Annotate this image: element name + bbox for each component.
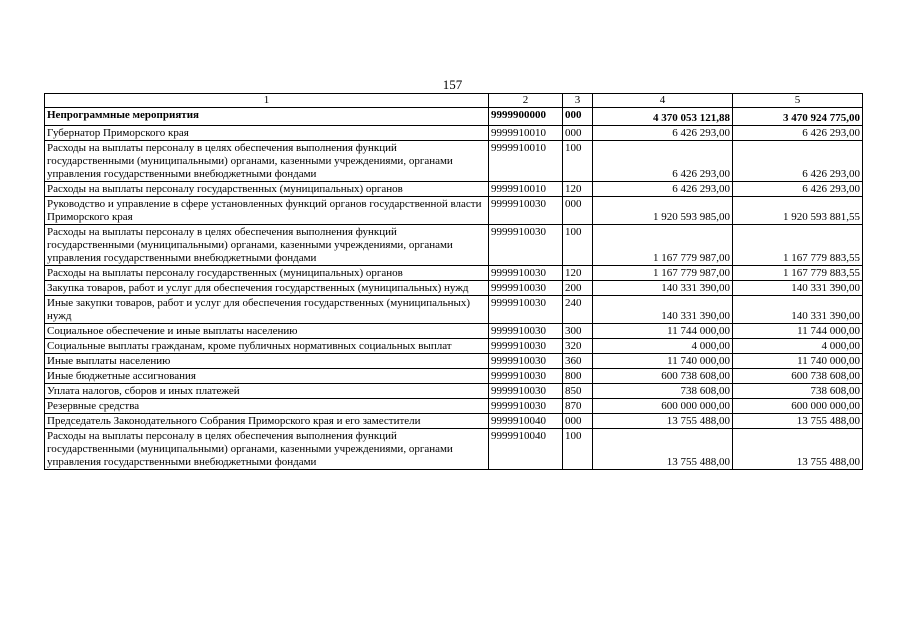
- target-code-cell: 9999910040: [489, 414, 563, 429]
- expense-type-cell: 120: [563, 182, 593, 197]
- expense-type-cell: 320: [563, 339, 593, 354]
- amount-col4-cell: 600 000 000,00: [593, 399, 733, 414]
- expense-name-cell: Непрограммные мероприятия: [45, 108, 489, 126]
- expense-name-cell: Расходы на выплаты персоналу государственных (муниципальных) органов: [45, 182, 489, 197]
- amount-col5-cell: 13 755 488,00: [733, 429, 863, 470]
- table-row: [45, 339, 863, 354]
- amount-col4-cell: 11 744 000,00: [593, 324, 733, 339]
- header-cell-5: 5: [733, 94, 863, 108]
- table-row: [45, 182, 863, 197]
- amount-col4-cell: 738 608,00: [593, 384, 733, 399]
- target-code-cell: 9999910030: [489, 369, 563, 384]
- amount-col5-cell: 140 331 390,00: [733, 296, 863, 324]
- amount-col4-cell: 13 755 488,00: [593, 414, 733, 429]
- table-header-row: [45, 94, 863, 108]
- header-cell-2: 2: [489, 94, 563, 108]
- expense-type-cell: 360: [563, 354, 593, 369]
- amount-col4-cell: 6 426 293,00: [593, 141, 733, 182]
- expense-name-cell: Уплата налогов, сборов и иных платежей: [45, 384, 489, 399]
- table-row: [45, 384, 863, 399]
- table-row: [45, 266, 863, 281]
- amount-col5-cell: 4 000,00: [733, 339, 863, 354]
- target-code-cell: 9999910030: [489, 399, 563, 414]
- page-number: 157: [442, 77, 463, 92]
- amount-col5-cell: 11 744 000,00: [733, 324, 863, 339]
- table-row: [45, 126, 863, 141]
- amount-col5-cell: 6 426 293,00: [733, 141, 863, 182]
- expense-name-cell: Социальное обеспечение и иные выплаты населению: [45, 324, 489, 339]
- header-cell-3: 3: [563, 94, 593, 108]
- header-cell-4: 4: [593, 94, 733, 108]
- target-code-cell: 9999900000: [489, 108, 563, 126]
- amount-col5-cell: 600 738 608,00: [733, 369, 863, 384]
- amount-col5-cell: 738 608,00: [733, 384, 863, 399]
- expense-name-cell: Расходы на выплаты персоналу в целях обеспечения выполнения функций государственными (муниципальными) органами, казенными учреждениями, органами управления государственными внебюджетными фондами: [45, 225, 489, 266]
- expense-type-cell: 240: [563, 296, 593, 324]
- expense-type-cell: 100: [563, 141, 593, 182]
- amount-col4-cell: 140 331 390,00: [593, 281, 733, 296]
- table-row: [45, 296, 863, 324]
- expense-type-cell: 000: [563, 108, 593, 126]
- amount-col4-cell: 6 426 293,00: [593, 126, 733, 141]
- amount-col4-cell: 1 920 593 985,00: [593, 197, 733, 225]
- budget-table: [44, 93, 863, 470]
- header-cell-1: 1: [45, 94, 489, 108]
- table-row: [45, 414, 863, 429]
- target-code-cell: 9999910030: [489, 281, 563, 296]
- expense-type-cell: 870: [563, 399, 593, 414]
- table-row: [45, 141, 863, 182]
- table-row: [45, 108, 863, 126]
- amount-col5-cell: 3 470 924 775,00: [733, 108, 863, 126]
- expense-name-cell: Расходы на выплаты персоналу в целях обеспечения выполнения функций государственными (муниципальными) органами, казенными учреждениями, органами управления государственными внебюджетными фондами: [45, 429, 489, 470]
- amount-col4-cell: 6 426 293,00: [593, 182, 733, 197]
- amount-col5-cell: 13 755 488,00: [733, 414, 863, 429]
- target-code-cell: 9999910030: [489, 354, 563, 369]
- table-row: [45, 324, 863, 339]
- expense-name-cell: Руководство и управление в сфере установленных функций органов государственной власти Приморского края: [45, 197, 489, 225]
- target-code-cell: 9999910010: [489, 126, 563, 141]
- table-row: [45, 354, 863, 369]
- expense-type-cell: 100: [563, 429, 593, 470]
- expense-name-cell: Иные бюджетные ассигнования: [45, 369, 489, 384]
- expense-type-cell: 850: [563, 384, 593, 399]
- expense-name-cell: Закупка товаров, работ и услуг для обеспечения государственных (муниципальных) нужд: [45, 281, 489, 296]
- target-code-cell: 9999910030: [489, 296, 563, 324]
- target-code-cell: 9999910030: [489, 339, 563, 354]
- target-code-cell: 9999910030: [489, 266, 563, 281]
- target-code-cell: 9999910040: [489, 429, 563, 470]
- expense-name-cell: Резервные средства: [45, 399, 489, 414]
- expense-name-cell: Иные выплаты населению: [45, 354, 489, 369]
- amount-col4-cell: 140 331 390,00: [593, 296, 733, 324]
- target-code-cell: 9999910030: [489, 324, 563, 339]
- amount-col5-cell: 140 331 390,00: [733, 281, 863, 296]
- target-code-cell: 9999910010: [489, 141, 563, 182]
- expense-type-cell: 100: [563, 225, 593, 266]
- amount-col4-cell: 1 167 779 987,00: [593, 266, 733, 281]
- target-code-cell: 9999910010: [489, 182, 563, 197]
- expense-type-cell: 300: [563, 324, 593, 339]
- target-code-cell: 9999910030: [489, 197, 563, 225]
- target-code-cell: 9999910030: [489, 384, 563, 399]
- amount-col4-cell: 600 738 608,00: [593, 369, 733, 384]
- expense-type-cell: 120: [563, 266, 593, 281]
- expense-name-cell: Иные закупки товаров, работ и услуг для обеспечения государственных (муниципальных) нужд: [45, 296, 489, 324]
- amount-col5-cell: 6 426 293,00: [733, 182, 863, 197]
- target-code-cell: 9999910030: [489, 225, 563, 266]
- amount-col4-cell: 11 740 000,00: [593, 354, 733, 369]
- table-row: [45, 225, 863, 266]
- table-row: [45, 281, 863, 296]
- table-row: [45, 399, 863, 414]
- expense-name-cell: Председатель Законодательного Собрания Приморского края и его заместители: [45, 414, 489, 429]
- amount-col5-cell: 1 167 779 883,55: [733, 225, 863, 266]
- expense-type-cell: 000: [563, 126, 593, 141]
- amount-col5-cell: 6 426 293,00: [733, 126, 863, 141]
- amount-col4-cell: 4 000,00: [593, 339, 733, 354]
- amount-col5-cell: 11 740 000,00: [733, 354, 863, 369]
- expense-name-cell: Расходы на выплаты персоналу государственных (муниципальных) органов: [45, 266, 489, 281]
- expense-type-cell: 200: [563, 281, 593, 296]
- amount-col4-cell: 13 755 488,00: [593, 429, 733, 470]
- amount-col4-cell: 4 370 053 121,88: [593, 108, 733, 126]
- table-row: [45, 369, 863, 384]
- expense-type-cell: 000: [563, 197, 593, 225]
- expense-name-cell: Социальные выплаты гражданам, кроме публичных нормативных социальных выплат: [45, 339, 489, 354]
- expense-name-cell: Губернатор Приморского края: [45, 126, 489, 141]
- expense-type-cell: 000: [563, 414, 593, 429]
- amount-col5-cell: 1 920 593 881,55: [733, 197, 863, 225]
- amount-col5-cell: 600 000 000,00: [733, 399, 863, 414]
- expense-name-cell: Расходы на выплаты персоналу в целях обеспечения выполнения функций государственными (муниципальными) органами, казенными учреждениями, органами управления государственными внебюджетными фондами: [45, 141, 489, 182]
- expense-type-cell: 800: [563, 369, 593, 384]
- amount-col4-cell: 1 167 779 987,00: [593, 225, 733, 266]
- table-row: [45, 197, 863, 225]
- budget-table-body: [45, 94, 863, 470]
- table-row: [45, 429, 863, 470]
- amount-col5-cell: 1 167 779 883,55: [733, 266, 863, 281]
